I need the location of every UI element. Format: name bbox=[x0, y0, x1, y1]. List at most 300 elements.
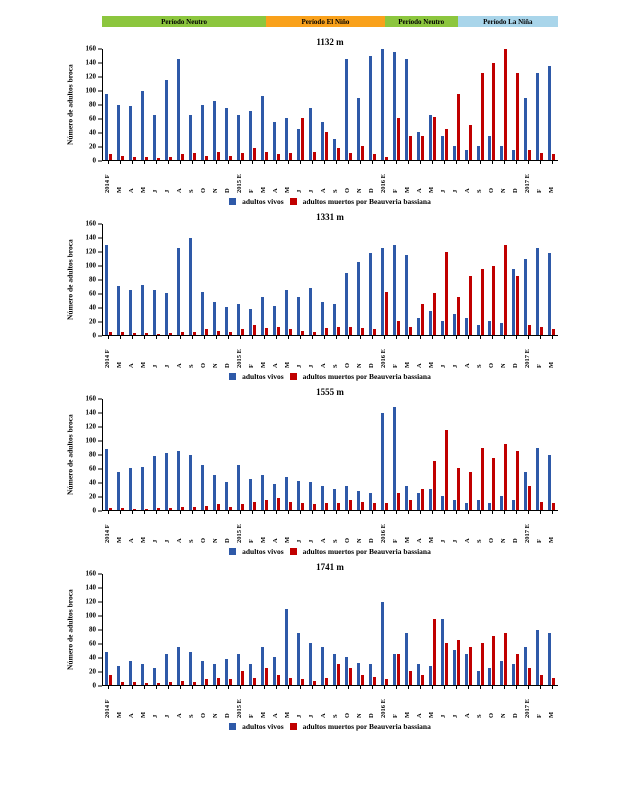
bar-vivos bbox=[297, 297, 300, 335]
x-tick-mark bbox=[228, 161, 229, 164]
legend-label-muertos: adultos muertos por Beauveria bassiana bbox=[302, 197, 431, 206]
x-tick-mark bbox=[240, 161, 241, 164]
month-column bbox=[378, 399, 390, 510]
y-tick-label: 100 bbox=[85, 436, 96, 445]
bar-vivos bbox=[441, 321, 444, 335]
x-tick-mark bbox=[516, 161, 517, 164]
month-column bbox=[366, 224, 378, 335]
y-tick-label: 80 bbox=[89, 450, 96, 459]
chart-body bbox=[64, 219, 627, 368]
x-tick-label: D bbox=[223, 713, 231, 718]
y-tick-label: 140 bbox=[85, 58, 96, 67]
x-axis-labels bbox=[102, 511, 558, 543]
x-tick-label: S bbox=[331, 189, 339, 193]
x-tick-cell bbox=[150, 336, 162, 368]
x-tick-label: M bbox=[427, 711, 435, 718]
bar-vivos bbox=[417, 664, 420, 685]
y-tick-label: 40 bbox=[89, 303, 96, 312]
x-tick-cell bbox=[306, 161, 318, 193]
x-tick-cell bbox=[270, 511, 282, 543]
x-tick-cell bbox=[210, 161, 222, 193]
x-tick-label: D bbox=[367, 713, 375, 718]
bar-vivos bbox=[345, 59, 348, 160]
bar-vivos bbox=[548, 253, 551, 335]
y-tick-label: 0 bbox=[92, 506, 96, 515]
x-tick-cell bbox=[510, 336, 522, 368]
x-tick-mark bbox=[168, 686, 169, 689]
bar-muertos bbox=[457, 640, 460, 685]
x-tick-mark bbox=[372, 336, 373, 339]
bar-vivos bbox=[261, 96, 264, 160]
month-column bbox=[223, 574, 235, 685]
x-tick-label: J bbox=[151, 714, 159, 718]
bar-vivos bbox=[417, 318, 420, 335]
x-tick-mark bbox=[468, 686, 469, 689]
bar-vivos bbox=[273, 306, 276, 335]
bar-vivos bbox=[189, 652, 192, 685]
x-tick-mark bbox=[348, 161, 349, 164]
bar-muertos bbox=[313, 152, 316, 160]
month-column bbox=[474, 574, 486, 685]
x-tick-cell bbox=[402, 336, 414, 368]
month-column bbox=[115, 49, 127, 160]
bar-muertos bbox=[109, 332, 112, 335]
x-tick-mark bbox=[480, 511, 481, 514]
bar-muertos bbox=[133, 682, 136, 685]
month-column bbox=[127, 574, 139, 685]
bar-vivos bbox=[453, 314, 456, 335]
x-tick-label: S bbox=[475, 714, 483, 718]
x-tick-cell bbox=[306, 336, 318, 368]
month-column bbox=[546, 224, 558, 335]
x-tick-label: J bbox=[307, 189, 315, 193]
bar-vivos bbox=[141, 285, 144, 335]
y-tick-label: 40 bbox=[89, 653, 96, 662]
bar-vivos bbox=[189, 238, 192, 335]
x-tick-cell bbox=[486, 336, 498, 368]
x-tick-label: 2016 E bbox=[379, 524, 387, 543]
x-tick-cell bbox=[138, 511, 150, 543]
legend-label-muertos: adultos muertos por Beauveria bassiana bbox=[302, 372, 431, 381]
x-tick-mark bbox=[468, 511, 469, 514]
x-tick-cell bbox=[138, 686, 150, 718]
bar-muertos bbox=[193, 682, 196, 685]
bar-muertos bbox=[121, 508, 124, 510]
month-column bbox=[522, 574, 534, 685]
bar-muertos bbox=[469, 125, 472, 160]
x-tick-label: F bbox=[535, 539, 543, 543]
bar-muertos bbox=[133, 333, 136, 335]
bar-vivos bbox=[153, 290, 156, 335]
x-tick-cell bbox=[246, 511, 258, 543]
chart-1555m bbox=[64, 387, 627, 556]
bar-muertos bbox=[540, 327, 543, 335]
x-tick-cell bbox=[414, 336, 426, 368]
month-column bbox=[438, 49, 450, 160]
x-tick-label: F bbox=[535, 364, 543, 368]
x-tick-mark bbox=[192, 336, 193, 339]
bar-muertos bbox=[349, 668, 352, 685]
x-tick-mark bbox=[456, 686, 457, 689]
bar-muertos bbox=[504, 444, 507, 510]
x-tick-mark bbox=[120, 336, 121, 339]
x-tick-label: M bbox=[283, 711, 291, 718]
bar-muertos bbox=[397, 118, 400, 160]
bar-muertos bbox=[337, 327, 340, 335]
month-column bbox=[318, 49, 330, 160]
chart-title: 1132 m bbox=[316, 37, 344, 47]
bar-muertos bbox=[301, 331, 304, 335]
y-tick-label: 120 bbox=[85, 247, 96, 256]
bar-vivos bbox=[369, 493, 372, 510]
x-tick-mark bbox=[396, 336, 397, 339]
x-tick-mark bbox=[144, 686, 145, 689]
month-column bbox=[462, 399, 474, 510]
x-tick-cell bbox=[474, 336, 486, 368]
x-tick-cell bbox=[234, 161, 246, 193]
x-tick-label: 2014 F bbox=[103, 524, 111, 543]
month-column bbox=[151, 574, 163, 685]
x-tick-mark bbox=[264, 161, 265, 164]
bar-muertos bbox=[433, 117, 436, 160]
bar-vivos bbox=[309, 643, 312, 685]
bar-vivos bbox=[285, 118, 288, 160]
x-tick-label: F bbox=[391, 539, 399, 543]
x-tick-cell bbox=[246, 686, 258, 718]
plot-wrap bbox=[102, 224, 558, 368]
month-column bbox=[486, 399, 498, 510]
x-tick-mark bbox=[468, 336, 469, 339]
x-tick-mark bbox=[156, 161, 157, 164]
x-tick-label: D bbox=[511, 188, 519, 193]
bar-vivos bbox=[153, 115, 156, 160]
x-tick-mark bbox=[408, 686, 409, 689]
month-column bbox=[235, 224, 247, 335]
bar-muertos bbox=[181, 681, 184, 685]
month-column bbox=[486, 49, 498, 160]
month-column bbox=[306, 49, 318, 160]
y-tick-label: 80 bbox=[89, 275, 96, 284]
bar-muertos bbox=[421, 304, 424, 335]
bar-vivos bbox=[321, 302, 324, 335]
x-tick-cell bbox=[546, 161, 558, 193]
x-tick-mark bbox=[540, 336, 541, 339]
bar-vivos bbox=[249, 664, 252, 685]
month-column bbox=[330, 574, 342, 685]
x-tick-cell bbox=[282, 161, 294, 193]
bar-vivos bbox=[105, 245, 108, 335]
month-column bbox=[498, 224, 510, 335]
bar-muertos bbox=[313, 681, 316, 685]
x-tick-mark bbox=[216, 686, 217, 689]
bar-vivos bbox=[465, 318, 468, 335]
x-tick-mark bbox=[276, 161, 277, 164]
x-tick-mark bbox=[432, 336, 433, 339]
month-column bbox=[438, 399, 450, 510]
x-tick-cell bbox=[126, 686, 138, 718]
x-tick-mark bbox=[252, 161, 253, 164]
x-tick-label: S bbox=[187, 189, 195, 193]
bar-vivos bbox=[488, 321, 491, 335]
x-tick-label: M bbox=[547, 536, 555, 543]
x-tick-label: O bbox=[199, 362, 207, 368]
x-tick-cell bbox=[270, 161, 282, 193]
bar-vivos bbox=[237, 654, 240, 685]
bar-vivos bbox=[333, 139, 336, 160]
y-tick-label: 120 bbox=[85, 422, 96, 431]
x-tick-cell bbox=[234, 686, 246, 718]
x-tick-cell bbox=[126, 511, 138, 543]
bar-vivos bbox=[500, 661, 503, 685]
legend-label-vivos: adultos vivos bbox=[242, 722, 284, 731]
bar-muertos bbox=[421, 675, 424, 685]
bar-muertos bbox=[217, 331, 220, 335]
x-tick-label: A bbox=[127, 363, 135, 368]
x-tick-mark bbox=[456, 161, 457, 164]
x-tick-label: N bbox=[211, 363, 219, 368]
chart-1741m bbox=[64, 562, 627, 731]
month-column bbox=[378, 574, 390, 685]
x-tick-cell bbox=[522, 161, 534, 193]
bar-muertos bbox=[552, 329, 555, 335]
bar-vivos bbox=[321, 647, 324, 685]
bar-vivos bbox=[273, 484, 276, 510]
bar-vivos bbox=[536, 630, 539, 686]
bar-vivos bbox=[129, 290, 132, 335]
x-tick-cell bbox=[378, 161, 390, 193]
x-tick-label: M bbox=[427, 186, 435, 193]
x-tick-cell bbox=[438, 336, 450, 368]
x-tick-label: D bbox=[367, 363, 375, 368]
bar-vivos bbox=[548, 633, 551, 685]
x-tick-mark bbox=[504, 511, 505, 514]
x-tick-cell bbox=[114, 336, 126, 368]
bar-muertos bbox=[193, 153, 196, 160]
x-tick-cell bbox=[354, 336, 366, 368]
bar-vivos bbox=[141, 664, 144, 685]
x-tick-cell bbox=[438, 161, 450, 193]
x-tick-mark bbox=[204, 686, 205, 689]
y-tick-label: 140 bbox=[85, 583, 96, 592]
bar-muertos bbox=[540, 502, 543, 510]
x-tick-mark bbox=[444, 161, 445, 164]
bar-muertos bbox=[397, 321, 400, 335]
bar-muertos bbox=[169, 157, 172, 160]
x-tick-label: O bbox=[343, 537, 351, 543]
x-tick-mark bbox=[240, 511, 241, 514]
x-tick-label: A bbox=[271, 188, 279, 193]
bar-vivos bbox=[261, 475, 264, 510]
x-tick-label: M bbox=[259, 711, 267, 718]
x-tick-label: D bbox=[367, 538, 375, 543]
x-tick-label: S bbox=[475, 364, 483, 368]
bar-muertos bbox=[409, 136, 412, 160]
bar-vivos bbox=[548, 455, 551, 511]
month-column bbox=[474, 399, 486, 510]
x-tick-cell bbox=[378, 511, 390, 543]
x-tick-cell bbox=[198, 336, 210, 368]
bar-muertos bbox=[289, 502, 292, 510]
x-tick-mark bbox=[540, 511, 541, 514]
x-tick-mark bbox=[120, 511, 121, 514]
x-tick-label: A bbox=[415, 538, 423, 543]
legend-label-vivos: adultos vivos bbox=[242, 547, 284, 556]
month-column bbox=[510, 399, 522, 510]
bar-vivos bbox=[213, 101, 216, 160]
month-column bbox=[103, 224, 115, 335]
bar-muertos bbox=[121, 682, 124, 685]
x-tick-mark bbox=[312, 336, 313, 339]
month-column bbox=[115, 574, 127, 685]
bar-muertos bbox=[361, 146, 364, 160]
x-tick-mark bbox=[264, 511, 265, 514]
plot-wrap bbox=[102, 574, 558, 718]
month-column bbox=[211, 49, 223, 160]
bar-vivos bbox=[441, 136, 444, 160]
month-column bbox=[247, 574, 259, 685]
month-column bbox=[151, 399, 163, 510]
x-tick-mark bbox=[144, 511, 145, 514]
x-tick-cell bbox=[510, 161, 522, 193]
x-tick-label: M bbox=[403, 186, 411, 193]
x-tick-mark bbox=[276, 511, 277, 514]
x-tick-mark bbox=[456, 336, 457, 339]
bar-muertos bbox=[492, 636, 495, 685]
y-tick-label: 100 bbox=[85, 611, 96, 620]
x-tick-cell bbox=[390, 686, 402, 718]
legend-swatch-vivos bbox=[229, 548, 236, 555]
y-tick-label: 20 bbox=[89, 317, 96, 326]
x-tick-mark bbox=[540, 161, 541, 164]
x-tick-cell bbox=[210, 511, 222, 543]
bar-muertos bbox=[277, 327, 280, 335]
bar-muertos bbox=[409, 671, 412, 685]
month-column bbox=[318, 224, 330, 335]
month-column bbox=[235, 574, 247, 685]
bar-vivos bbox=[381, 248, 384, 335]
bar-vivos bbox=[500, 496, 503, 510]
x-tick-mark bbox=[192, 511, 193, 514]
x-tick-label: 2016 E bbox=[379, 699, 387, 718]
month-column bbox=[175, 574, 187, 685]
bar-vivos bbox=[261, 647, 264, 685]
x-tick-mark bbox=[336, 336, 337, 339]
x-tick-label: 2017 E bbox=[523, 174, 531, 193]
x-tick-label: S bbox=[475, 539, 483, 543]
x-tick-cell bbox=[102, 336, 114, 368]
bar-muertos bbox=[217, 678, 220, 685]
x-tick-cell bbox=[342, 161, 354, 193]
x-tick-cell bbox=[282, 336, 294, 368]
x-tick-mark bbox=[384, 336, 385, 339]
x-tick-mark bbox=[336, 161, 337, 164]
month-column bbox=[139, 574, 151, 685]
bar-muertos bbox=[385, 292, 388, 335]
x-tick-mark bbox=[552, 511, 553, 514]
x-tick-cell bbox=[306, 686, 318, 718]
bar-vivos bbox=[393, 245, 396, 335]
bar-muertos bbox=[373, 154, 376, 160]
bar-muertos bbox=[528, 150, 531, 160]
x-tick-cell bbox=[198, 161, 210, 193]
x-tick-mark bbox=[228, 511, 229, 514]
x-tick-cell bbox=[210, 686, 222, 718]
x-tick-cell bbox=[426, 686, 438, 718]
x-tick-cell bbox=[450, 511, 462, 543]
chart-title: 1331 m bbox=[316, 212, 344, 222]
bar-vivos bbox=[429, 489, 432, 510]
month-column bbox=[426, 399, 438, 510]
x-tick-cell bbox=[294, 511, 306, 543]
x-tick-cell bbox=[162, 336, 174, 368]
bar-vivos bbox=[477, 671, 480, 685]
x-tick-mark bbox=[384, 686, 385, 689]
x-tick-cell bbox=[462, 686, 474, 718]
bar-muertos bbox=[552, 154, 555, 160]
month-column bbox=[378, 224, 390, 335]
plot-area bbox=[102, 49, 558, 161]
bar-muertos bbox=[229, 156, 232, 160]
bar-vivos bbox=[405, 255, 408, 335]
x-tick-label: M bbox=[547, 186, 555, 193]
x-tick-cell bbox=[294, 686, 306, 718]
month-column bbox=[390, 49, 402, 160]
x-tick-cell bbox=[138, 336, 150, 368]
bar-muertos bbox=[540, 153, 543, 160]
period-segment: Período Neutro bbox=[102, 16, 266, 27]
x-tick-mark bbox=[108, 161, 109, 164]
legend-label-vivos: adultos vivos bbox=[242, 197, 284, 206]
bar-vivos bbox=[237, 115, 240, 160]
x-tick-label: J bbox=[451, 539, 459, 543]
x-tick-cell bbox=[414, 686, 426, 718]
bar-vivos bbox=[536, 248, 539, 335]
bar-vivos bbox=[225, 482, 228, 510]
x-tick-mark bbox=[408, 161, 409, 164]
bar-vivos bbox=[417, 132, 420, 160]
month-column bbox=[199, 399, 211, 510]
month-column bbox=[139, 224, 151, 335]
month-column bbox=[175, 49, 187, 160]
month-column bbox=[402, 399, 414, 510]
bar-muertos bbox=[385, 157, 388, 160]
x-tick-label: J bbox=[295, 364, 303, 368]
bar-vivos bbox=[369, 664, 372, 685]
x-tick-label: O bbox=[487, 537, 495, 543]
month-column bbox=[295, 574, 307, 685]
bar-vivos bbox=[165, 80, 168, 160]
x-tick-mark bbox=[132, 161, 133, 164]
x-tick-cell bbox=[318, 686, 330, 718]
x-tick-label: S bbox=[187, 714, 195, 718]
x-tick-cell bbox=[342, 686, 354, 718]
x-tick-label: J bbox=[451, 714, 459, 718]
month-column bbox=[318, 574, 330, 685]
x-tick-mark bbox=[324, 511, 325, 514]
plot-area bbox=[102, 574, 558, 686]
month-column bbox=[330, 224, 342, 335]
bar-vivos bbox=[512, 500, 515, 510]
y-tick-label: 60 bbox=[89, 114, 96, 123]
x-tick-label: F bbox=[391, 714, 399, 718]
bar-vivos bbox=[285, 290, 288, 335]
bar-vivos bbox=[117, 666, 120, 685]
bar-vivos bbox=[512, 150, 515, 160]
bar-muertos bbox=[409, 500, 412, 510]
month-column bbox=[426, 574, 438, 685]
bar-vivos bbox=[105, 449, 108, 510]
x-tick-mark bbox=[552, 336, 553, 339]
